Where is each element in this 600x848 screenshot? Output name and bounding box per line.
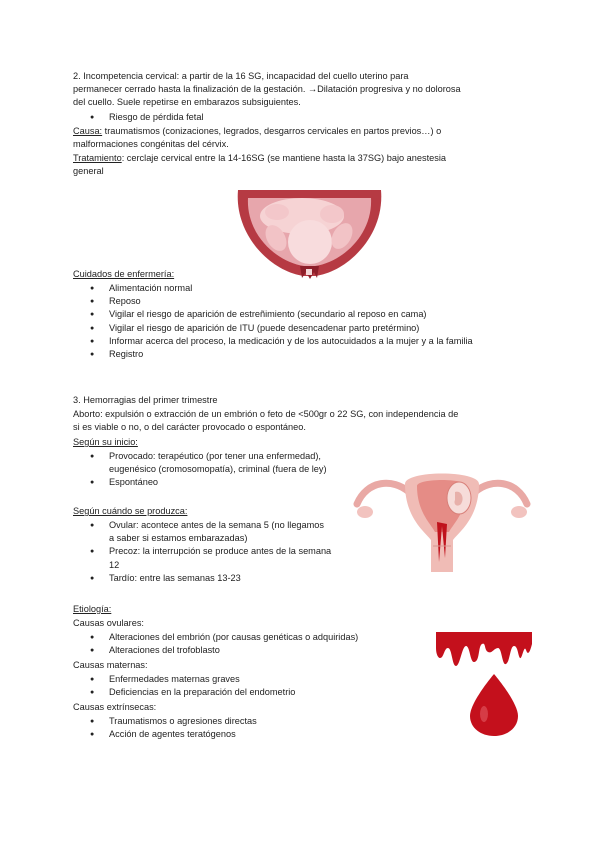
tratamiento-paragraph (73, 152, 543, 178)
list-item: ● Ovular: acontece antes de la semana 5 (no llegamos a saber si estamos embarazadas) (73, 519, 329, 545)
cervix-opening (306, 269, 312, 275)
causa-text: traumatismos (conizaciones, legrados, desgarros cervicales en partos previos…) o (102, 126, 442, 136)
drop-highlight (480, 706, 488, 722)
list-item: ● Precoz: la interrupción se produce antes de la semana 12 (73, 545, 335, 571)
aborto-line: Aborto: expulsión o extracción de un embrión o feto de <500gr o 22 SG, con independencia de (73, 409, 459, 419)
heading-line: del cuello. Suele repetirse en embarazos subsiguientes. (73, 97, 301, 108)
causa-label: Causa: (73, 126, 103, 136)
ovulares-list (73, 631, 453, 657)
heading-line: 2. Incompetencia cervical: a partir de la 16 SG, incapacidad del cuello uterino para (73, 71, 409, 81)
fetus-limb (320, 205, 344, 223)
fetus-head (288, 220, 332, 264)
blood-drip (436, 632, 532, 666)
aborto-paragraph (73, 408, 543, 434)
list-item: ● Vigilar el riesgo de aparición de ITU (puede desencadenar parto pretérmino) (73, 322, 513, 335)
etiologia-heading: Etiología: (73, 604, 112, 614)
list-item: ● Provocado: terapéutico (por tener una enfermedad), eugenésico (cromosomopatía), criminal (fuera de ley) (73, 450, 329, 476)
list-item: ● Alteraciones del embrión (por causas genéticas o adquiridas) (73, 631, 453, 644)
list-item: ● Traumatismos o agresiones directas (73, 715, 453, 728)
ovary-left (357, 506, 373, 518)
maternas-list (73, 673, 453, 699)
tratamiento-text: : cerclaje cervical entre la 14-16SG (se mantiene hasta la 37SG) bajo anestesia (121, 153, 446, 163)
extrinsecas-list (73, 715, 453, 741)
ovulares-heading: Causas ovulares: (73, 618, 144, 628)
inicio-heading: Según su inicio: (73, 437, 138, 447)
blood-drop-illustration (436, 632, 532, 738)
list-item: ● Acción de agentes teratógenos (73, 728, 453, 741)
list-item: ● Alteraciones del trofoblasto (73, 644, 453, 657)
list-item: ● Deficiencias en la preparación del endometrio (73, 686, 453, 699)
list-item: ● Informar acerca del proceso, la medicación y de los autocuidados a la mujer y a la familia (73, 335, 489, 348)
list-item: ● Reposo (73, 295, 513, 308)
uterus-illustration (353, 466, 531, 576)
blood-drop (470, 674, 518, 736)
cuando-list (73, 519, 363, 585)
risk-list (73, 111, 543, 124)
list-item: ● Alimentación normal (73, 282, 513, 295)
list-item: ● Espontáneo (73, 476, 363, 489)
fallopian-tube-left (357, 483, 409, 504)
causa-paragraph (73, 125, 543, 151)
list-item: ● Riesgo de pérdida fetal (73, 111, 543, 124)
inicio-list (73, 450, 363, 490)
cuando-heading: Según cuándo se produzca: (73, 506, 188, 516)
list-item: ● Vigilar el riesgo de aparición de estreñimiento (secundario al reposo en cama) (73, 308, 513, 321)
cervical-incompetence-illustration (232, 186, 387, 282)
cuidados-heading: Cuidados de enfermería: (73, 269, 175, 279)
tratamiento-text-2: general (73, 166, 104, 177)
fetus-limb (265, 204, 289, 220)
section-3-heading: 3. Hemorragias del primer trimestre (73, 395, 218, 405)
list-item: ● Enfermedades maternas graves (73, 673, 453, 686)
causa-text-2: malformaciones congénitas del cérvix. (73, 139, 229, 150)
list-item: ● Tardío: entre las semanas 13-23 (73, 572, 363, 585)
fallopian-tube-right (475, 483, 527, 504)
maternas-heading: Causas maternas: (73, 660, 148, 670)
cuidados-list (73, 282, 513, 361)
tratamiento-label: Tratamiento (73, 153, 122, 163)
ovary-right (511, 506, 527, 518)
section-2-heading (73, 70, 543, 110)
aborto-line: si es viable o no, o del carácter provocado o espontáneo. (73, 422, 306, 433)
list-item: ● Registro (73, 348, 513, 361)
extrinsecas-heading: Causas extrínsecas: (73, 702, 157, 712)
heading-line: permanecer cerrado hasta la finalización de la gestación. →Dilatación progresiva y no dolorosa (73, 84, 461, 95)
